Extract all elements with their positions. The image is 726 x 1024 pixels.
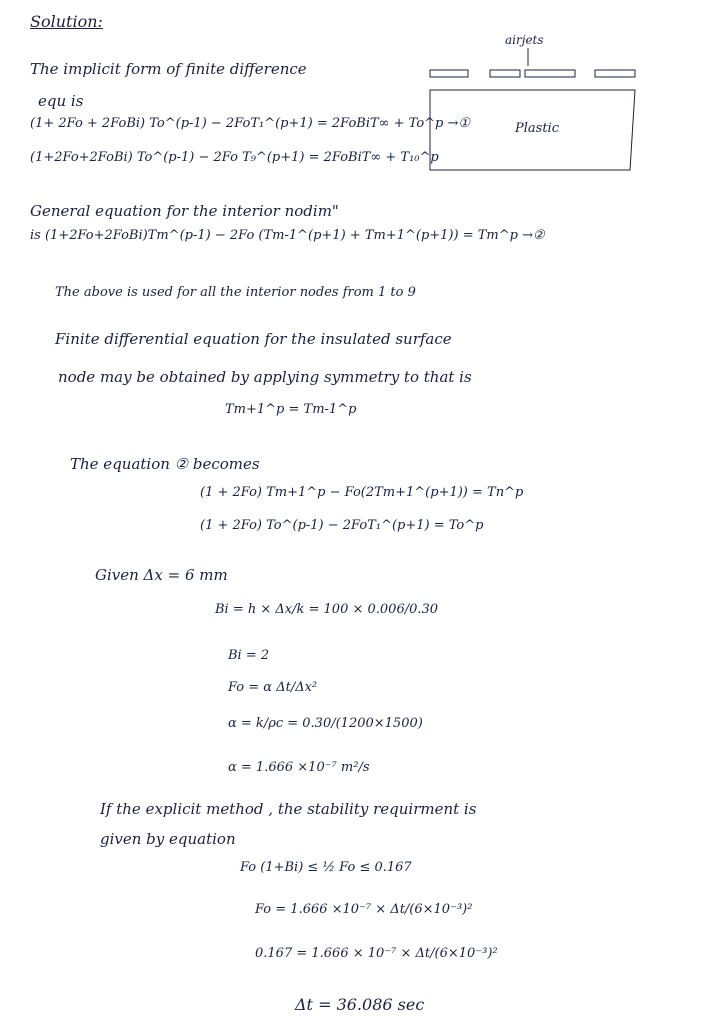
text-line: The equation ② becomes <box>70 455 260 473</box>
text-line: If the explicit method , the stability requirment is <box>100 800 477 818</box>
equation-1: (1+ 2Fo + 2FoBi) To^(p-1) − 2FoT₁^(p+1) = 2FoBiT∞ + To^p →① <box>30 116 471 131</box>
plastic-label: Plastic <box>515 121 559 136</box>
final-answer: Δt = 36.086 sec <box>295 995 425 1014</box>
text-line: node may be obtained by applying symmetry to that is <box>58 368 472 386</box>
text-line: Finite differential equation for the insulated surface <box>55 330 452 348</box>
text-line: The above is used for all the interior nodes from 1 to 9 <box>55 285 416 300</box>
stability-criterion: Fo (1+Bi) ≤ ½ Fo ≤ 0.167 <box>240 860 412 875</box>
equation-2-expanded: (1 + 2Fo) Tm+1^p − Fo(2Tm+1^(p+1)) = Tn^p <box>200 485 524 500</box>
jet-block-2 <box>490 70 520 77</box>
plate-sketch <box>420 30 650 200</box>
alpha-result: α = 1.666 ×10⁻⁷ m²/s <box>228 760 370 775</box>
jet-block-3 <box>525 70 575 77</box>
equation-2-final: (1 + 2Fo) To^(p-1) − 2FoT₁^(p+1) = To^p <box>200 518 484 533</box>
text-line: equ is <box>38 92 84 110</box>
jet-block-1 <box>430 70 468 77</box>
equation-2: is (1+2Fo+2FoBi)Tm^(p-1) − 2Fo (Tm-1^(p+1) + Tm+1^(p+1)) = Tm^p →② <box>30 228 545 243</box>
fourier-substituted: Fo = 1.666 ×10⁻⁷ × Δt/(6×10⁻³)² <box>255 902 473 917</box>
airjets-label: airjets <box>505 33 544 47</box>
equation-1b: (1+2Fo+2FoBi) To^(p-1) − 2Fo T₉^(p+1) = 2FoBiT∞ + T₁₀^p <box>30 150 439 165</box>
alpha-calc: α = k/ρc = 0.30/(1200×1500) <box>228 716 423 731</box>
text-line: given by equation <box>100 830 236 848</box>
given-line: Given Δx = 6 mm <box>95 566 228 584</box>
solve-equation: 0.167 = 1.666 × 10⁻⁷ × Δt/(6×10⁻³)² <box>255 946 498 961</box>
fourier-def: Fo = α Δt/Δx² <box>228 680 318 695</box>
text-line: The implicit form of finite difference <box>30 60 307 78</box>
biot-calc: Bi = h × Δx/k = 100 × 0.006/0.30 <box>215 602 439 617</box>
page-title: Solution: <box>30 12 103 31</box>
text-line: General equation for the interior nodim" <box>30 202 339 220</box>
symmetry-equation: Tm+1^p = Tm-1^p <box>225 402 357 417</box>
biot-result: Bi = 2 <box>228 648 270 663</box>
jet-block-4 <box>595 70 635 77</box>
